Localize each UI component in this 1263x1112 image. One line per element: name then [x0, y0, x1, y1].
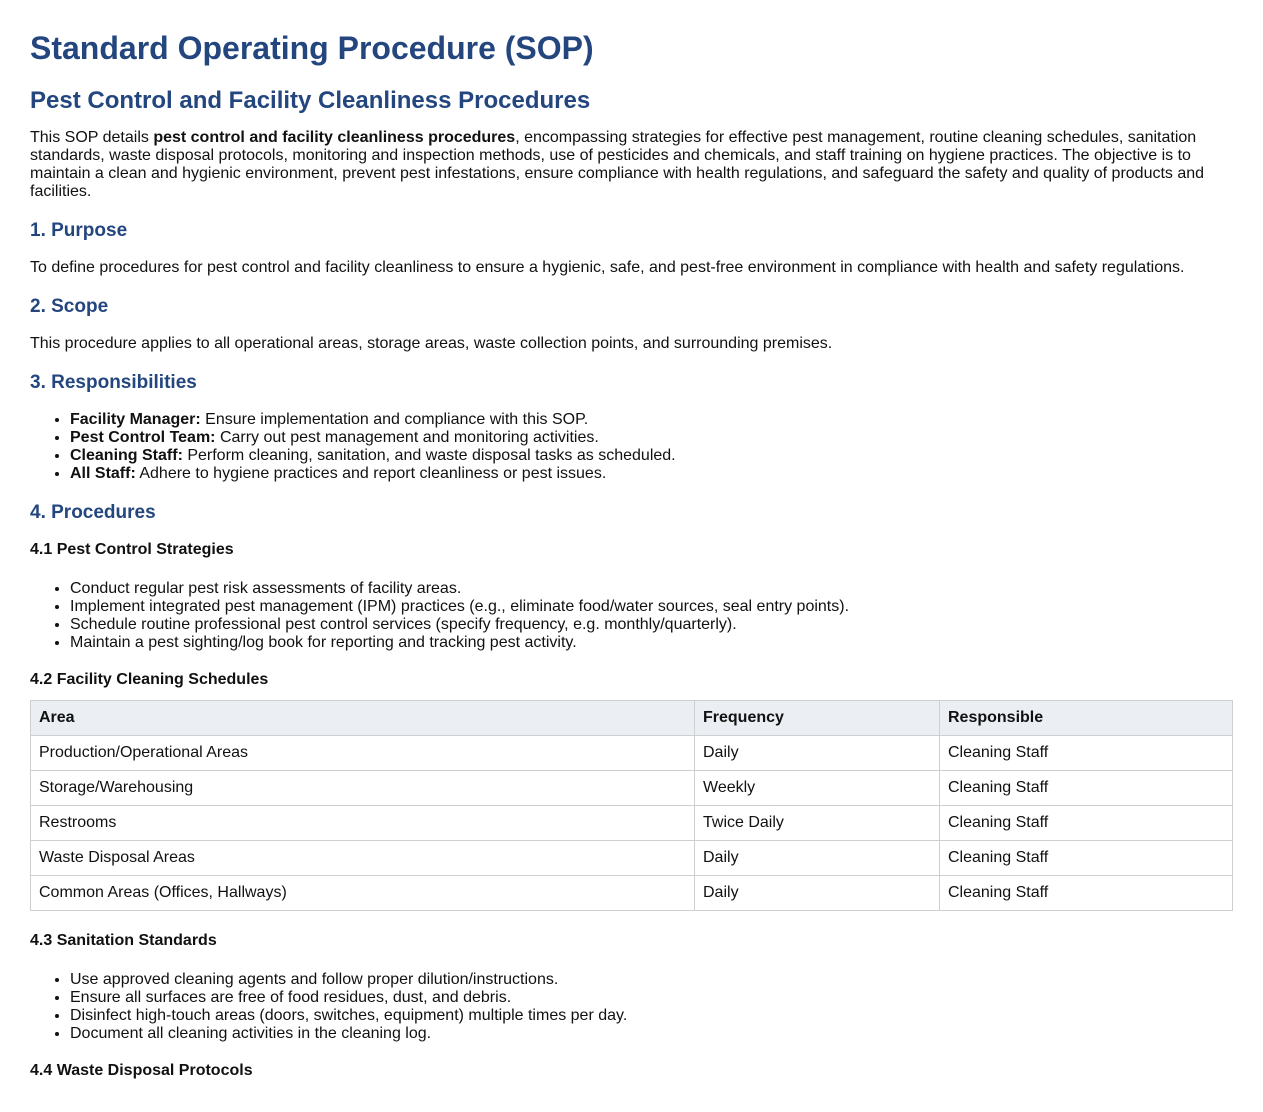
role-description: Adhere to hygiene practices and report cleanliness or pest issues. [135, 465, 607, 482]
list-item: • Ensure all surfaces are free of food residues, dust, and debris. [70, 989, 1233, 1007]
role-label: Pest Control Team: [70, 429, 216, 446]
area-cell: Waste Disposal Areas [31, 841, 695, 876]
list-item: • Schedule routine professional pest control services (specify frequency, e.g. monthly/quarterly). [70, 616, 1233, 634]
list-item [70, 411, 1233, 429]
scope-text: This procedure applies to all operational areas, storage areas, waste collection points, and surrounding premises. [30, 335, 833, 352]
responsibilities-list [30, 411, 1233, 483]
role-label: Facility Manager: [70, 411, 201, 428]
frequency-cell: Daily [695, 841, 940, 876]
list-item: • Implement integrated pest management (IPM) practices (e.g., eliminate food/water sources, seal entry points). [70, 598, 1233, 616]
intro-paragraph [30, 129, 1233, 201]
responsibilities-heading: 3. Responsibilities [30, 372, 197, 393]
column-header-area: Area [31, 701, 695, 736]
sanitation-list [30, 971, 1233, 1043]
responsible-cell: Cleaning Staff [940, 771, 1233, 806]
frequency-cell: Twice Daily [695, 806, 940, 841]
table-row [31, 841, 1233, 876]
frequency-cell: Daily [695, 736, 940, 771]
responsible-cell: Cleaning Staff [940, 806, 1233, 841]
table-row [31, 736, 1233, 771]
role-description: Perform cleaning, sanitation, and waste disposal tasks as scheduled. [182, 447, 676, 464]
table-row [31, 876, 1233, 911]
area-cell: Production/Operational Areas [31, 736, 695, 771]
list-item: • Use approved cleaning agents and follow proper dilution/instructions. [70, 971, 1233, 989]
responsible-cell: Cleaning Staff [940, 876, 1233, 911]
page-title: Standard Operating Procedure (SOP) [30, 30, 594, 66]
list-item: • Maintain a pest sighting/log book for reporting and tracking pest activity. [70, 634, 1233, 652]
list-item [70, 447, 1233, 465]
list-item [70, 429, 1233, 447]
area-cell: Restrooms [31, 806, 695, 841]
intro-prefix: This SOP details [30, 129, 154, 146]
list-item: • Document all cleaning activities in the cleaning log. [70, 1025, 1233, 1043]
table-row [31, 806, 1233, 841]
role-description: Ensure implementation and compliance with this SOP. [200, 411, 589, 428]
role-description: Carry out pest management and monitoring activities. [215, 429, 599, 446]
list-item: • Conduct regular pest risk assessments of facility areas. [70, 580, 1233, 598]
purpose-heading: 1. Purpose [30, 220, 128, 241]
scope-heading: 2. Scope [30, 296, 109, 317]
list-item: • Disinfect high-touch areas (doors, switches, equipment) multiple times per day. [70, 1007, 1233, 1025]
sanitation-heading: 4.3 Sanitation Standards [30, 932, 217, 949]
intro-suffix: , encompassing strategies for effective pest management, routine cleaning schedules, sanitation standards, waste disposal protocols, monitoring and inspection methods, use of pesticides and chemicals, and staff training on hygiene practices. The objective is to maintain a clean and hygienic environment, prevent pest infestations, ensure compliance with health regulations, and safeguard the safety and quality of products and facilities. [30, 129, 1205, 200]
column-header-frequency: Frequency [695, 701, 940, 736]
responsible-cell: Cleaning Staff [940, 841, 1233, 876]
table-row [31, 771, 1233, 806]
procedures-heading: 4. Procedures [30, 502, 156, 523]
cleaning-schedule-heading: 4.2 Facility Cleaning Schedules [30, 671, 269, 688]
responsible-cell: Cleaning Staff [940, 736, 1233, 771]
area-cell: Common Areas (Offices, Hallways) [31, 876, 695, 911]
list-item [70, 465, 1233, 483]
pest-control-heading: 4.1 Pest Control Strategies [30, 541, 234, 558]
cleaning-schedule-table [30, 700, 1233, 911]
frequency-cell: Daily [695, 876, 940, 911]
intro-bold: pest control and facility cleanliness procedures [153, 129, 516, 146]
area-cell: Storage/Warehousing [31, 771, 695, 806]
pest-control-list [30, 580, 1233, 652]
waste-disposal-heading: 4.4 Waste Disposal Protocols [30, 1062, 253, 1079]
table-header-row [31, 701, 1233, 736]
purpose-text: To define procedures for pest control and facility cleanliness to ensure a hygienic, safe, and pest-free environment in compliance with health and safety regulations. [30, 259, 1185, 276]
column-header-responsible: Responsible [940, 701, 1233, 736]
frequency-cell: Weekly [695, 771, 940, 806]
role-label: All Staff: [70, 465, 136, 482]
document-subtitle: Pest Control and Facility Cleanliness Procedures [30, 87, 591, 114]
role-label: Cleaning Staff: [70, 447, 183, 464]
